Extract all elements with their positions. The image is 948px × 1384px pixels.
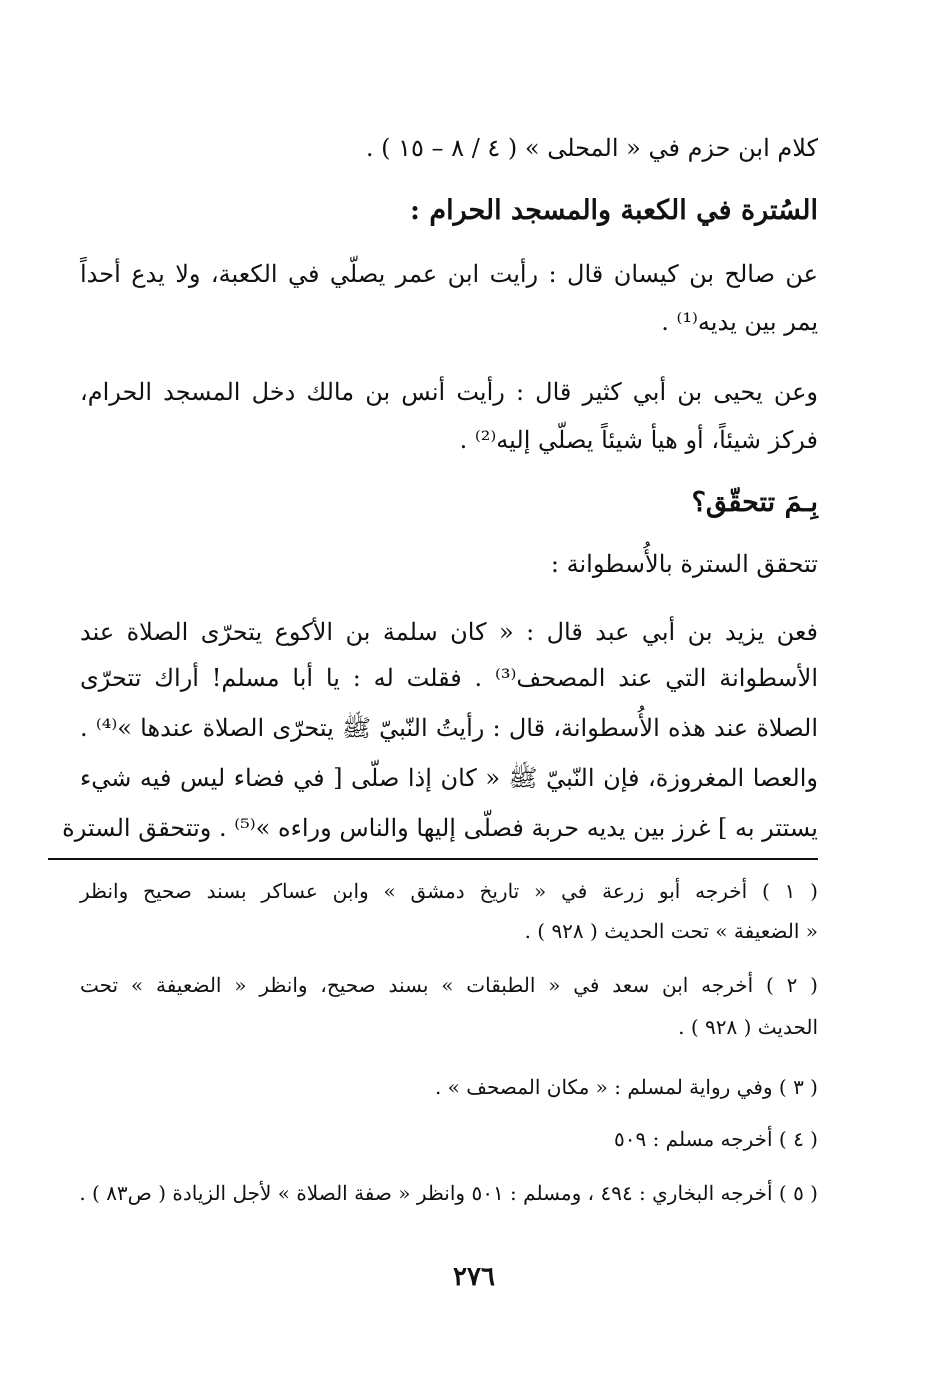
- text-line: يمر بين يديه⁽¹⁾ .: [661, 308, 818, 336]
- text-line: الصلاة عند هذه الأُسطوانة، قال : رأيتُ النّبيّ ﷺ يتحرّى الصلاة عندها »⁽⁴⁾ .: [80, 714, 819, 742]
- document-page: [62, 0, 819, 1384]
- footnote-divider: [48, 858, 818, 860]
- page-number: ٢٧٦: [453, 1262, 495, 1292]
- footnote-line: ( ٣ ) وفي رواية لمسلم : « مكان المصحف » .: [434, 1075, 818, 1099]
- footnote-line: ( ٤ ) أخرجه مسلم : ٥٠٩: [613, 1127, 818, 1151]
- text-line: الأسطوانة التي عند المصحف⁽³⁾ . فقلت له : يا أبا مسلم! أراك تتحرّى: [80, 664, 819, 692]
- footnote-line: ( ١ ) أخرجه أبو زرعة في « تاريخ دمشق » وابن عساكر بسند صحيح وانظر: [80, 879, 818, 903]
- text-line: وعن يحيى بن أبي كثير قال : رأيت أنس بن مالك دخل المسجد الحرام،: [80, 378, 818, 406]
- text-line: يستتر به ] غرز بين يديه حربة فصلّى إليها والناس وراءه »⁽⁵⁾ . وتتحقق السترة: [62, 814, 818, 842]
- footnote-line: ( ٥ ) أخرجه البخاري : ٤٩٤ ، ومسلم : ٥٠١ وانظر « صفة الصلاة » لأجل الزيادة ( ص٨٣ ) .: [79, 1181, 818, 1205]
- footnote-line: الحديث ( ٩٢٨ ) .: [678, 1015, 818, 1039]
- section-heading: بِـمَ تتحقّق؟: [691, 487, 818, 518]
- text-line: عن صالح بن كيسان قال : رأيت ابن عمر يصلّي في الكعبة، ولا يدع أحداً: [80, 260, 818, 288]
- footnote-line: « الضعيفة » تحت الحديث ( ٩٢٨ ) .: [524, 919, 818, 943]
- section-heading: السُترة في الكعبة والمسجد الحرام :: [409, 195, 818, 226]
- text-line: تتحقق السترة بالأُسطوانة :: [550, 550, 818, 578]
- text-line: والعصا المغروزة، فإن النّبيّ ﷺ « كان إذا صلّى [ في فضاء ليس فيه شيء: [80, 764, 818, 792]
- footnote-line: ( ٢ ) أخرجه ابن سعد في « الطبقات » بسند صحيح، وانظر « الضعيفة » تحت: [80, 973, 818, 997]
- text-line: فركز شيئاً، أو هيأ شيئاً يصلّي إليه⁽²⁾ .: [459, 426, 818, 454]
- text-line: فعن يزيد بن أبي عبد قال : « كان سلمة بن الأكوع يتحرّى الصلاة عند: [80, 618, 818, 646]
- text-line: كلام ابن حزم في « المحلى » ( ٤ / ٨ – ١٥ ) .: [365, 134, 818, 162]
